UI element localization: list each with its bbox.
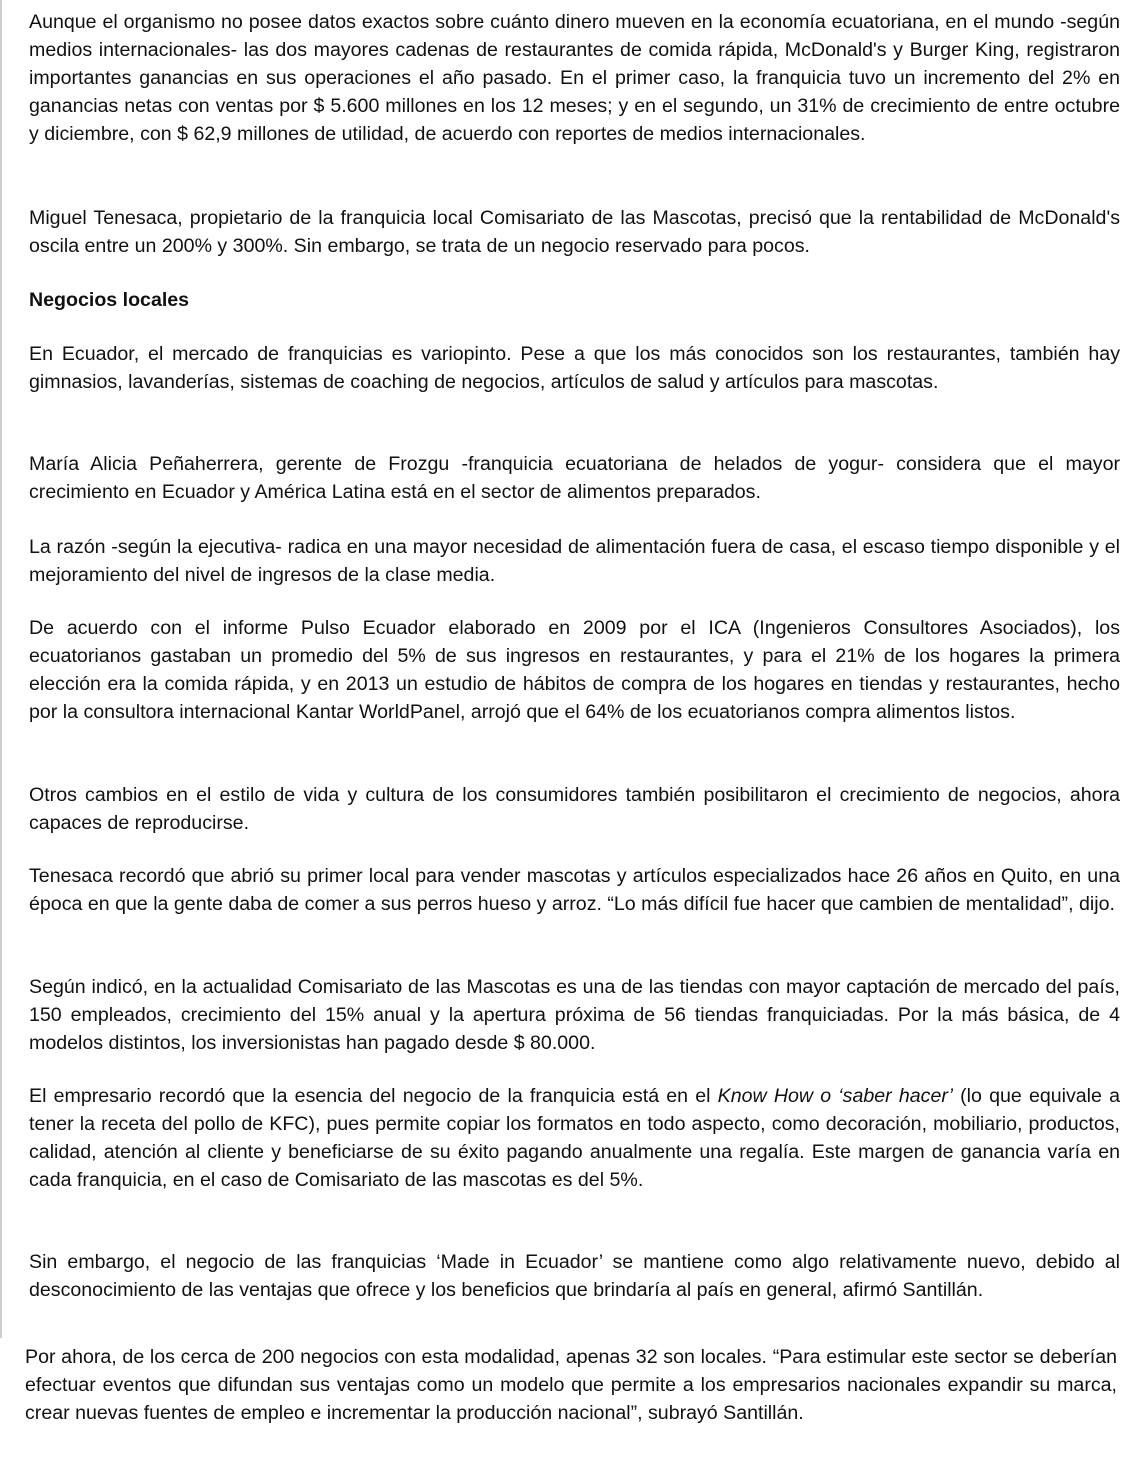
paragraph-razon-ejecutiva: La razón -según la ejecutiva- radica en una mayor necesidad de alimentación fuera de casa, el escaso tiempo disponible y el mejoramiento del nivel de ingresos de la clase media. xyxy=(29,536,1120,586)
know-how-italic: Know How o ‘saber hacer’ xyxy=(717,1085,953,1107)
know-how-text-after: (lo que equivale a tener la receta del pollo de KFC), pues permite copiar los formatos en todo aspecto, como decoración, mobiliario, productos, calidad, atención al cliente y beneficiarse de su éxito pagando anualmente una regalía. Este margen de ganancia varía en cada franquicia, en el caso de Comisariato de las mascotas es del 5%. xyxy=(29,1085,1121,1191)
paragraph-por-ahora: Por ahora, de los cerca de 200 negocios con esta modalidad, apenas 32 son locales. “Para estimular este sector se deberían efectuar eventos que difundan sus ventajas como un modelo que permite a los empresarios nacionales expandir su marca, crear nuevas fuentes de empleo e incrementar la producción nacional”, subrayó Santillán. xyxy=(25,1346,1117,1424)
paragraph-tenesaca-rentabilidad: Miguel Tenesaca, propietario de la franquicia local Comisariato de las Mascotas, precisó que la rentabilidad de McDonald's oscila entre un 200% y 300%. Sin embargo, se trata de un negocio reservado para pocos. xyxy=(29,207,1120,257)
paragraph-otros-cambios: Otros cambios en el estilo de vida y cultura de los consumidores también posibilitaron el crecimiento de negocios, ahora capaces de reproducirse. xyxy=(29,784,1120,834)
paragraph-mcdonalds-burger-king: Aunque el organismo no posee datos exactos sobre cuánto dinero mueven en la economía ecuatoriana, en el mundo -según medios internacionales- las dos mayores cadenas de restaurantes de comida rápida, McDonald's y Burger King, registraron importantes ganancias en sus operaciones el año pasado. En el primer caso, la franquicia tuvo un incremento del 2% en ganancias netas con ventas por $ 5.600 millones en los 12 meses; y en el segundo, un 31% de crecimiento de entre octubre y diciembre, con $ 62,9 millones de utilidad, de acuerdo con reportes de medios internacionales. xyxy=(29,11,1120,145)
know-how-text-before: El empresario recordó que la esencia del negocio de la franquicia está en el xyxy=(29,1085,718,1107)
paragraph-tenesaca-primer-local: Tenesaca recordó que abrió su primer local para vender mascotas y artículos especializados hace 26 años en Quito, en una época en que la gente daba de comer a sus perros hueso y arroz. “Lo más difícil fue hacer que cambien de mentalidad”, dijo. xyxy=(29,865,1120,915)
section-heading-negocios-locales: Negocios locales xyxy=(29,289,190,311)
paragraph-comisariato-mascotas: Según indicó, en la actualidad Comisariato de las Mascotas es una de las tiendas con mayor captación de mercado del país, 150 empleados, crecimiento del 15% anual y la apertura próxima de 56 tiendas franquiciadas. Por la más básica, de 4 modelos distintos, los inversionistas han pagado desde $ 80.000. xyxy=(29,976,1120,1054)
paragraph-pulso-ecuador: De acuerdo con el informe Pulso Ecuador elaborado en 2009 por el ICA (Ingenieros Consultores Asociados), los ecuatorianos gastaban un promedio del 5% de sus ingresos en restaurantes, y para el 21% de los hogares la primera elección era la comida rápida, y en 2013 un estudio de hábitos de compra de los hogares en tiendas y restaurantes, hecho por la consultora internacional Kantar WorldPanel, arrojó que el 64% de los ecuatorianos compra alimentos listos. xyxy=(29,617,1120,723)
paragraph-mercado-franquicias: En Ecuador, el mercado de franquicias es variopinto. Pese a que los más conocidos son los restaurantes, también hay gimnasios, lavanderías, sistemas de coaching de negocios, artículos de salud y artículos para mascotas. xyxy=(29,343,1120,393)
left-border-line xyxy=(0,0,2,1338)
paragraph-penaherrera: María Alicia Peñaherrera, gerente de Frozgu -franquicia ecuatoriana de helados de yogur- considera que el mayor crecimiento en Ecuador y América Latina está en el sector de alimentos preparados. xyxy=(29,453,1120,503)
paragraph-made-in-ecuador: Sin embargo, el negocio de las franquicias ‘Made in Ecuador’ se mantiene como algo relativamente nuevo, debido al desconocimiento de las ventajas que ofrece y los beneficios que brindaría al país en general, afirmó Santillán. xyxy=(29,1251,1120,1301)
paragraph-know-how xyxy=(29,1082,1120,1194)
